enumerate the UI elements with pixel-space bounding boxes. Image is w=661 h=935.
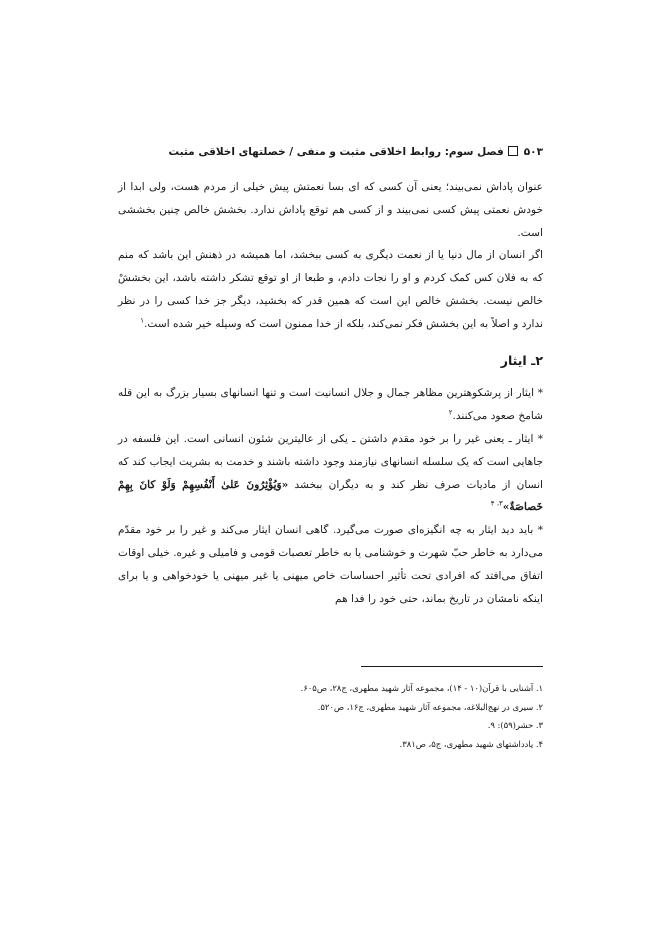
running-title: فصل سوم: روابط اخلاقی مثبت و منفی / خصلتهای اخلاقی مثبت <box>168 146 504 158</box>
footnotes <box>118 679 543 753</box>
paragraph-text: * ایثار از پرشکوهترین مظاهر جمال و جلال انسانیت است و تنها انسانهای بسیار بزرگ به این قله شامخ صعود می‌کنند. <box>118 387 543 423</box>
paragraph-text: اگر انسان از مال دنیا یا از نعمت دیگری به کسی ببخشد، اما همیشه در ذهنش این باشد که منم که به فلان کس کمک کردم و او را نجات دادم، و طبعا از او توقع تشکر داشته باشد، این بخششْ خالص نیست. بخشش خالص این است که همین قدر که بخشید، دیگر جز خدا کسی را در نظر ندارد و اصلاً به این بخشش فکر نمی‌کند، بلکه از خدا ممنون است که وسیله خیر شده است. <box>118 249 543 330</box>
paragraph <box>118 428 543 519</box>
footnote: ۳. حشر(۵۹): ۹. <box>487 720 543 730</box>
quran-verse: «وَيُؤْثِرُونَ عَلىٰ أَنْفُسِهِمْ وَلَوْ كانَ بِهِمْ خَصاصَةٌ» <box>118 478 543 514</box>
running-header <box>118 146 543 158</box>
page-number: ۵۰۳ <box>523 146 543 158</box>
paragraph <box>118 382 543 428</box>
square-bullet-icon <box>508 146 518 156</box>
footnote-ref: ۳، ۴ <box>490 499 503 508</box>
paragraph <box>118 244 543 335</box>
paragraph: * باید دید ایثار به چه انگیزه‌ای صورت می‌گیرد. گاهی انسان ایثار می‌کند و غیر را بر خود مقدّم می‌دارد به خاطر حبّ شهرت و خوشنامی یا به خاطر تعصبات قومی و فامیلی و غیره. خیلی اوقات اتفاق می‌افتد که افرادی تحت تأثیر احساسات خاص میهنی یا غیر میهنی یا خودخواهی و یا برای اینکه نامشان در تاریخ بماند، حتی خود را فدا هم <box>118 524 543 605</box>
main-text <box>118 176 543 610</box>
footnote-divider <box>361 666 543 667</box>
footnote-ref: ۱ <box>140 316 145 325</box>
section-heading: ۲ـ ایثار <box>500 352 543 368</box>
paragraph-text: * ایثار ـ یعنی غیر را بر خود مقدم داشتن ـ یکی از عالیترین شئون انسانی است. این فلسفه در جاهایی است که یک سلسله انسانهای نیازمند وجود داشته باشند و خدمت به بشریت ایجاب کند که انسان از مادیات صرف نظر کند و به دیگران ببخشد <box>118 432 543 491</box>
footnote-ref: ۲ <box>448 408 453 417</box>
footnote: ۱. آشنایی با قرآن(۱۰ - ۱۴)، مجموعه آثار شهید مطهری، ج۲۸، ص۶۰۵. <box>300 683 543 693</box>
footnote: ۲. سیری در نهج‌البلاغه، مجموعه آثار شهید مطهری، ج۱۶، ص۵۲۰. <box>317 701 543 712</box>
paragraph: عنوان پاداش نمی‌بیند؛ یعنی آن کسی که ای بسا نعمتش پیش خیلی از مردم هست، ولی ابدا از خودش نعمتی پیش کسی نمی‌بیند و از کسی هم توقع پاداش ندارد. بخشش خالص چنین بخششی است. <box>118 181 543 239</box>
footnote: ۴. یادداشتهای شهید مطهری، ج۵، ص۳۸۱. <box>399 738 543 749</box>
